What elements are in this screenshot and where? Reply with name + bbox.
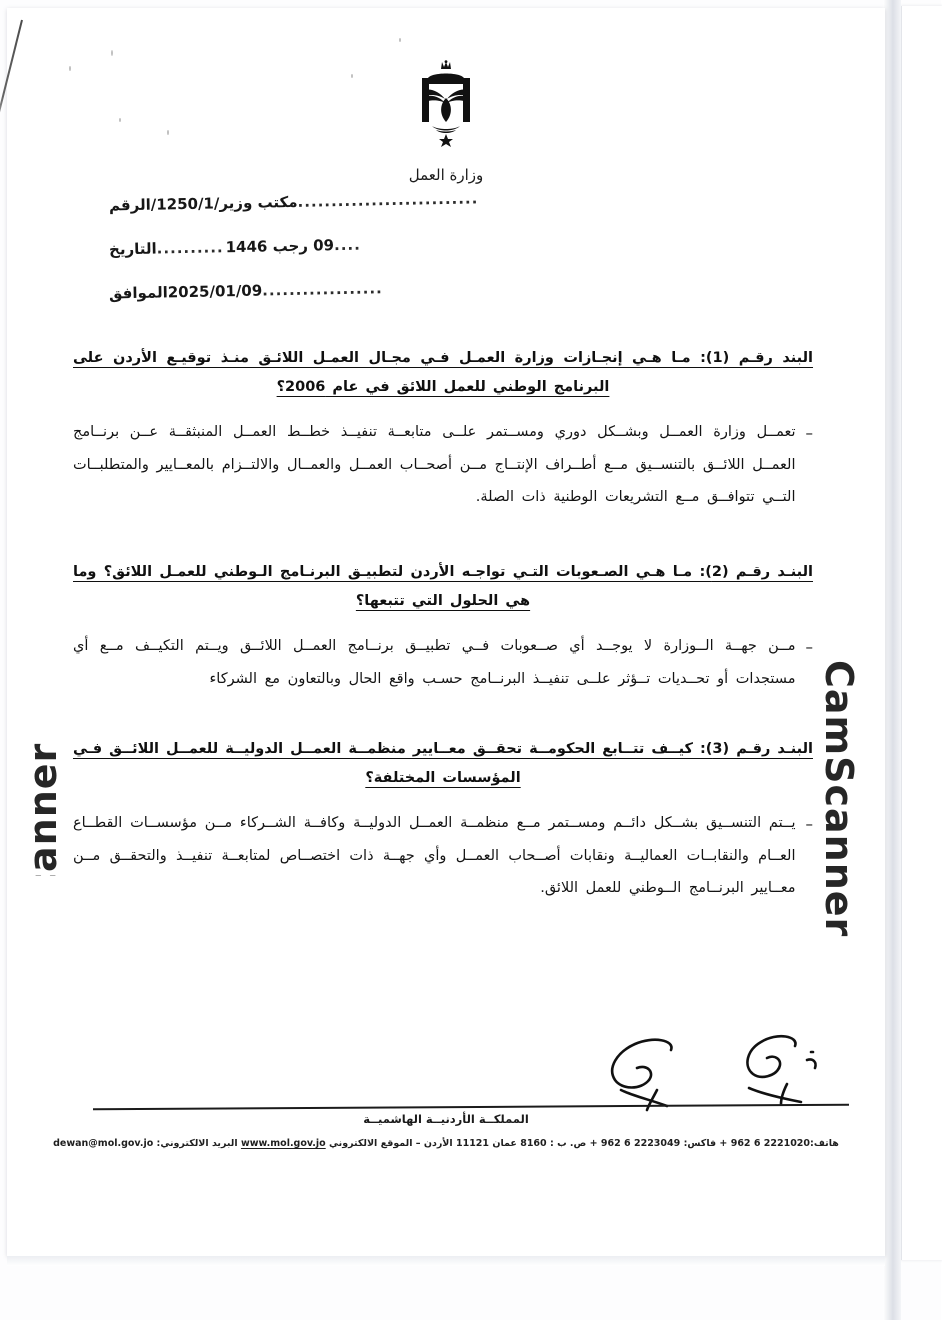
- question-1-heading: البند رقـم (1): مـا هـي إنجـازات وزارة العمـل فـي مجـال العمـل اللائـق منـذ توقيـع الأردن على البرنامج الوطني للعمل اللائق في عام 2006؟: [74, 350, 815, 395]
- bullet-dash-icon: –: [806, 424, 814, 442]
- ministry-name: وزارة العمل: [409, 166, 485, 184]
- answer-3: [74, 807, 814, 905]
- question-3-heading: البنـد رقـم (3): كيــف تتــابع الحكومــة تحقــق معــايير منظمــة العمــل الدوليــة للعمــل اللائــق فـي المؤسسات المختلفة؟: [73, 741, 814, 787]
- page-gutter-shadow: [884, 0, 902, 1320]
- gregorian-date-dots: ..................: [263, 279, 384, 300]
- jordan-coat-of-arms-emblem: [399, 60, 495, 152]
- hijri-date-value: 09 رجب 1446: [226, 236, 336, 257]
- footer-phone-label: هاتف:: [811, 1138, 840, 1149]
- bullet-dash-icon: –: [806, 637, 814, 656]
- footer-fax-label: فاكس:: [684, 1138, 718, 1149]
- footer-pobox-label: ص. ب :: [550, 1138, 588, 1149]
- camscanner-watermark-right: CamScanner: [818, 660, 862, 938]
- document-body: [8, 344, 886, 905]
- hijri-date-label: التاريخ: [109, 239, 158, 259]
- question-2-heading: البنـد رقـم (2): مـا هـي الصـعوبات التـي تواجـه الأردن لتطبيـق البرنـامج الـوطني للعمـل اللائق؟ وما هي الحلول التي تتبعها؟: [74, 563, 814, 609]
- footer-sep-3: –: [416, 1138, 422, 1149]
- gregorian-date-value: 2025/01/09: [168, 281, 264, 302]
- reference-block: [8, 190, 886, 322]
- reference-number-value: مكتب وزير/1250/1/: [151, 192, 299, 214]
- footer-sep-2: +: [590, 1138, 599, 1149]
- gregorian-date-row: [8, 270, 886, 305]
- answer-3-text: يــتم التنســيق بشــكل دائــم ومســتمر مــع منظمــة العمــل الدوليــة وكافــة الشــركاء مــن مؤسســات القطــاع العــام والنقابــات العماليــة ونقابات أصــحاب العمــل وأي جهــة ذات اختصــاص لمتابعــة تنفيــذ والتحقــق مــن معــايير البرنــامج الــوطني للعمل اللائق.: [74, 815, 797, 897]
- footer-fax-number: 962 6 2223049: [601, 1138, 682, 1149]
- hijri-date-dots: ....: [334, 235, 362, 255]
- footer-phone-number: 962 6 2221020: [731, 1138, 812, 1149]
- footer-city: عمان: [493, 1138, 518, 1149]
- adjacent-page-edge: [902, 6, 942, 1260]
- footer-postal-code: 11121: [456, 1138, 491, 1149]
- answer-2-text: مــن جهــة الــوزارة لا يوجــد أي صــعوبات فــي تطبيــق برنــامج العمــل اللائــق ويــتم التكيــف مــع أي مستجدات أو تحــديات تــؤثر علــى تنفيــذ البرنــامج حسـب واقع الحال وبالتعاون مع الشركاء: [74, 637, 797, 687]
- footer-email-address[interactable]: dewan@mol.gov.jo: [54, 1138, 155, 1149]
- document-page: [8, 8, 886, 1256]
- footer-website-url[interactable]: www.mol.gov.jo: [241, 1138, 327, 1149]
- reference-number-row: [8, 182, 886, 217]
- footer-country: الأردن: [424, 1138, 454, 1149]
- scan-artifact-speck: [112, 50, 114, 56]
- scan-artifact-speck: [400, 38, 402, 42]
- footer-website-label: الموقع الالكتروني: [330, 1138, 414, 1149]
- footer-contact-line: [8, 1138, 886, 1149]
- letterhead: [8, 60, 886, 184]
- hijri-date-row: [8, 226, 886, 261]
- page-bottom-shadow: [8, 1256, 886, 1266]
- footer-kingdom-line: المملكــة الأردنيــة الهاشميــة: [364, 1112, 530, 1126]
- reference-number-dots: ...........................: [298, 189, 480, 211]
- hijri-date-dots-mid: ..........: [157, 238, 225, 258]
- answer-1: [74, 416, 814, 514]
- bullet-dash-icon: –: [806, 815, 814, 834]
- reference-number-label: الرقم: [109, 195, 152, 215]
- footer-email-label: البريد الالكتروني:: [157, 1138, 239, 1149]
- qa-item-1: [74, 344, 814, 514]
- signature-right: [730, 1030, 834, 1108]
- footer-sep-1: +: [720, 1138, 729, 1149]
- signature-area: [8, 1030, 886, 1112]
- signature-left: [598, 1034, 708, 1112]
- footer-pobox-number: 8160: [521, 1138, 548, 1149]
- answer-2: [74, 630, 814, 695]
- qa-item-3: [74, 735, 814, 905]
- qa-item-2: [74, 558, 814, 695]
- answer-1-text: تعمــل وزارة العمــل وبشــكل دوري ومســتمر علــى متابعــة تنفيــذ خطــط العمــل المنبثقــة عــن برنــامج العمــل اللائــق بالتنســيق مــع أطــراف الإنتــاج مــن أصحــاب العمــل والعمــال والالتــزام بالمعــايير والمتطلبــات التــي تتوافــق مــع التشريعات الوطنية ذات الصلة.: [74, 424, 797, 506]
- gregorian-date-label: الموافق: [109, 283, 169, 303]
